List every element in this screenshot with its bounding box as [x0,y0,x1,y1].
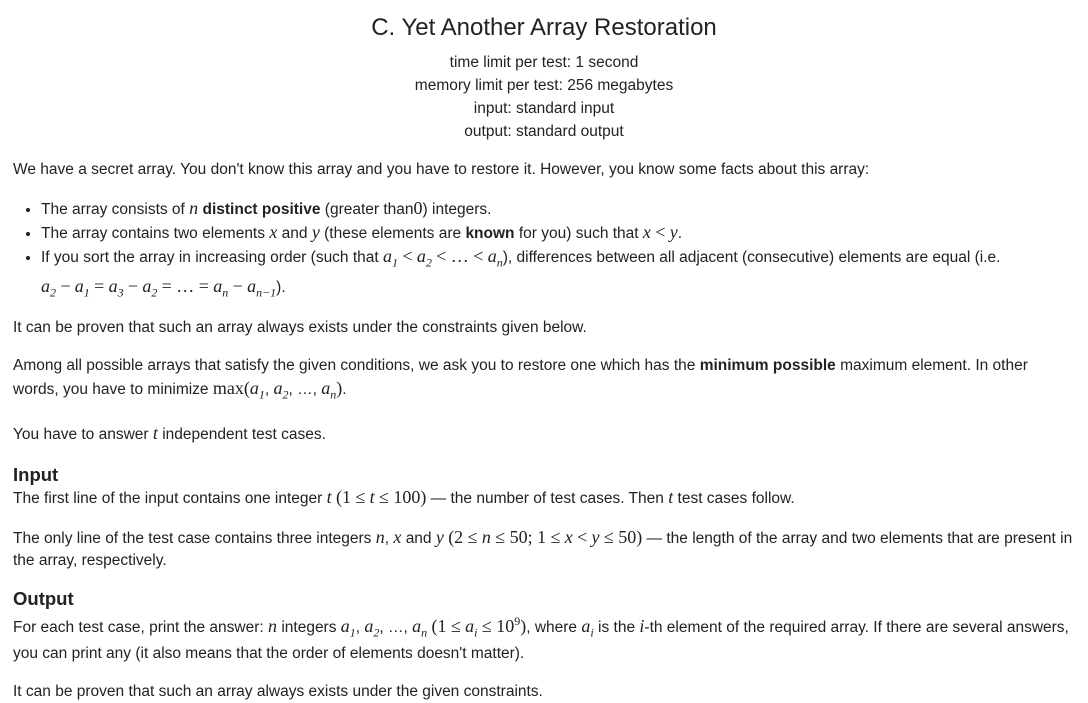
minimize-statement: Among all possible arrays that satisfy the given conditions, we ask you to restore one which has the minimum possible maximum element. In other words, you have to minimize $\max(a_1$, $a_2$, …, $a_n$). [13,357,1028,402]
text: and [405,529,432,547]
math-y: y [311,222,320,242]
text: test cases follow. [677,489,795,507]
text: The array consists of [41,201,185,218]
text: is the [598,618,636,636]
math-max: $\max(a_1$, $a_2$, …, $a_n$) [212,378,343,402]
problem-title: C. Yet Another Array Restoration [371,14,717,41]
math-constraints: (2 ≤ n ≤ 50; 1 ≤ x < y ≤ 50) [448,526,643,547]
math-zero: 0 [413,198,423,218]
math-t: t [152,422,158,443]
text: ) integers. [422,201,492,218]
fact-item: • If you sort the array in increasing order (such that $a_1 < a_2$ < … < $a_n$), differences between all adjacent (consecutive) elements are equal (i.e. $a_2 - a_1 = a_3 - a_2$ = … = $a_n - a_{n-1}$). [41,245,1075,304]
input-heading: Input [13,463,59,485]
fact-item: • The array contains two elements x and y (these elements are known for you) such that x < y. [41,221,1075,245]
text: You have to answer [13,425,149,443]
text: for you) such that [518,225,639,242]
text: Among all possible arrays that satisfy the given conditions, we ask you to restore one which has the [13,357,696,375]
text: For each test case, print the answer: [13,618,264,636]
input-file: input: standard input [473,100,615,117]
text: (greater than [324,201,414,218]
proven-statement: It can be proven that such an array always exists under the constraints given below. [13,319,587,337]
test-cases-statement [13,422,1075,446]
text: The first line of the input contains one integer [13,489,323,507]
statement-intro: We have a secret array. You don't know this array and you have to restore it. However, you know some facts about this array: [13,161,870,178]
output-paragraph [13,610,1075,666]
text: (these elements are [324,225,462,242]
text: The only line of the test case contains three integers [13,529,372,547]
output-file: output: standard output [464,123,624,140]
math-x: x [269,222,278,242]
input-paragraph: The only line of the test case contains three integers n, x and y (2 ≤ n ≤ 50; 1 ≤ x < y ≤ 50) — the length of the array and two elements that are present in the array, respectively. [13,526,1073,569]
math-sequence: $a_1$, $a_2$, …, $a_n$ [340,615,428,640]
memory-limit: memory limit per test: 256 megabytes [414,77,674,94]
bold-text: minimum possible [699,357,836,375]
text: -th element of the required array. If there are several answers, you can print any (it also means that the order of elements doesn't matter). [13,618,1069,663]
output-proven: It can be proven that such an array always exists under the given constraints. [13,683,543,701]
text: ), differences between all adjacent (consecutive) elements are equal (i.e. [502,249,1001,266]
time-limit: time limit per test: 1 second [449,54,639,71]
math-differences: $a_2 - a_1 = a_3 - a_2$ = … = $a_n - a_{n-1}$ [41,275,277,300]
text: and [281,225,308,242]
math-t-range: (1 ≤ t ≤ 100) [335,486,427,507]
input-paragraph [13,486,1075,510]
math-t: t [668,486,674,507]
math-n-x: n [375,526,385,547]
facts-list [13,197,1075,304]
bold-text: known [465,225,515,242]
math-n: n [268,615,278,636]
text: independent test cases. [162,425,326,443]
text: The array contains two elements [41,225,265,242]
math-ai-range: $(1 \le a_i \le 10^9)$ [431,613,527,640]
problem-header [13,0,1075,143]
text: — the length of the array and two elements that are present in the array, respectively. [13,529,1073,569]
bold-text: distinct positive [202,201,321,218]
math-x-lt-y: x [642,222,651,242]
input-section [13,464,1075,572]
math-y: y [435,526,444,547]
problem-statement [13,159,1075,446]
text: If you sort the array in increasing order (such that [41,249,379,266]
text: — the number of test cases. Then [430,489,664,507]
text: maximum element. In other words, you have to minimize [13,357,1028,399]
output-section [13,588,1075,703]
math-ai: $a_i$ [581,615,594,640]
text: , where [526,618,578,636]
math-n: n [189,198,199,218]
output-heading: Output [13,587,74,609]
math-t: t [326,486,332,507]
fact-item [41,197,1075,221]
text: integers [281,618,337,636]
math-sorted: $a_1$ [383,246,399,270]
math-i: i [639,615,645,636]
problem-limits [13,51,1075,143]
